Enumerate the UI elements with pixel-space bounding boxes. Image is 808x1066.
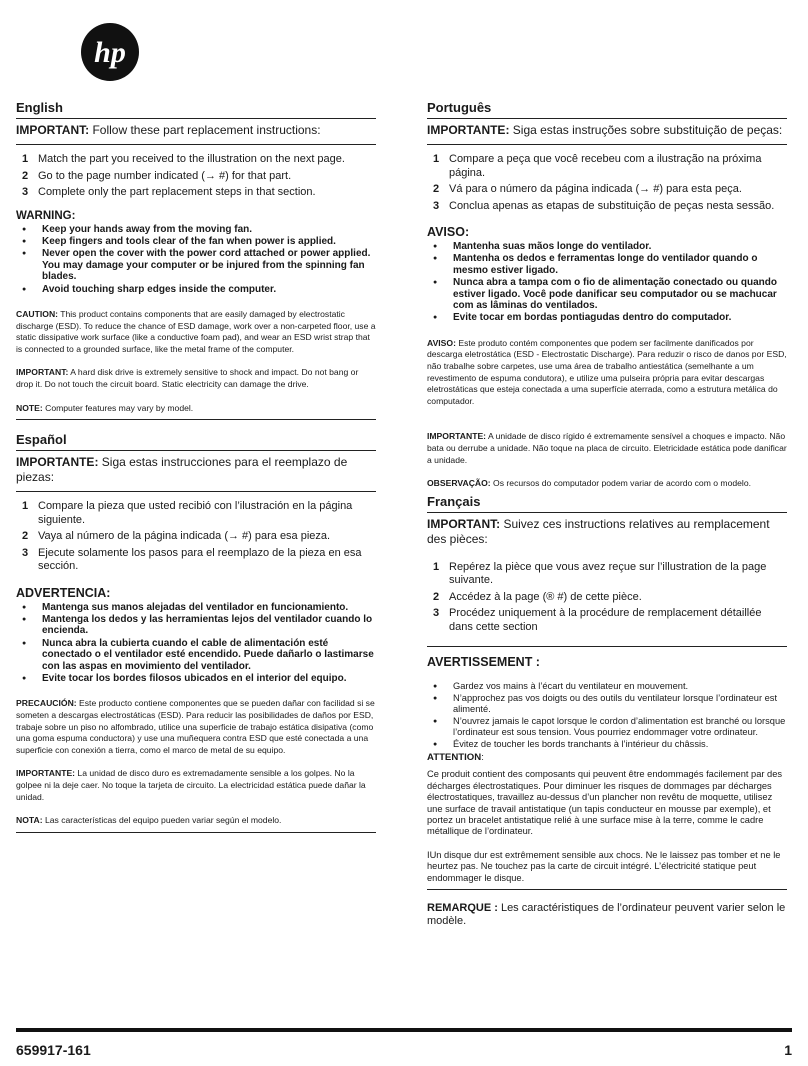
page-number: 1	[784, 1042, 792, 1058]
note-text: Las características del equipo pueden variar según el modelo.	[42, 815, 282, 826]
step-number: 1	[433, 153, 440, 165]
step-text: Complete only the part replacement steps in that section.	[38, 186, 316, 198]
warning-item: ● Evite tocar los bordes filosos ubicados en el interior del equipo.	[16, 673, 376, 684]
warning-heading: WARNING:	[16, 209, 76, 222]
important-label: IMPORTANTE:	[16, 455, 99, 470]
attention-label: ATTENTION	[427, 752, 482, 764]
step-item	[16, 547, 376, 574]
warning-item: ● Évitez de toucher les bords tranchants à l’intérieur du châssis.	[427, 739, 787, 750]
step-number: 3	[22, 546, 29, 559]
warning-item: ● Keep your hands away from the moving fan.	[16, 224, 376, 235]
step-number: 3	[433, 607, 440, 620]
step-text: Compare a peça que você recebeu com a ilustração na próxima página.	[449, 153, 762, 179]
important-label: IMPORTANTE:	[427, 431, 487, 442]
section-francais	[427, 494, 787, 929]
step-item	[427, 183, 787, 197]
step-item	[16, 153, 376, 167]
warning-item: ● Mantenha suas mãos longe do ventilador.	[427, 241, 787, 252]
important-disk-paragraph	[16, 768, 376, 803]
steps-list	[16, 500, 376, 574]
important-label: IMPORTANT:	[16, 123, 90, 137]
hp-logo-text: hp	[94, 36, 126, 69]
caution-paragraph	[16, 698, 376, 756]
important-text: La unidad de disco duro es extremadamente sensible a los golpes. No la golpee ni la deje caer. No toque la tarjeta de circuito. La electricidad estática puede dañar la unidad.	[16, 768, 366, 802]
important-disk-paragraph	[427, 850, 787, 890]
step-number: 2	[22, 169, 29, 182]
important-text: IUn disque dur est extrêmement sensible aux chocs. Ne le laissez pas tomber et ne le heurtez pas. Ne touchez pas la carte de circuit intégré. L’électricité statique peut endommager le disque.	[427, 849, 781, 883]
warning-item: ● Keep fingers and tools clear of the fan when power is applied.	[16, 236, 376, 247]
warning-item: ● Mantenha os dedos e ferramentas longe do ventilador quando o mesmo estiver ligado.	[427, 253, 787, 276]
right-column	[427, 100, 787, 941]
step-text: Vaya al número de la página indicada (→ #) para esa pieza.	[38, 530, 331, 543]
step-number: 2	[433, 590, 440, 603]
section-english	[16, 100, 376, 420]
step-number: 3	[22, 186, 29, 198]
left-column	[16, 100, 376, 845]
important-text: Siga estas instruções sobre substituição de peças:	[509, 123, 783, 137]
important-label: IMPORTANT:	[16, 367, 69, 378]
caution-label: AVISO:	[427, 337, 456, 348]
warning-item: ● N’ouvrez jamais le capot lorsque le cordon d’alimentation est branché ou lorsque l’ordinateur est sous tension. Vous pourriez endommager votre ordinateur.	[427, 716, 787, 738]
note-text: Computer features may vary by model.	[42, 402, 194, 413]
step-text: Accédez à la page (® #) de cette pièce.	[449, 590, 642, 603]
warning-list	[16, 224, 376, 295]
caution-paragraph	[427, 769, 787, 837]
note-text: Os recursos do computador podem variar de acordo com o modelo.	[490, 478, 751, 489]
section-portugues	[427, 100, 787, 490]
step-number: 1	[433, 560, 440, 573]
step-number: 2	[22, 530, 29, 543]
caution-label: PRECAUCIÓN:	[16, 698, 77, 709]
important-disk-paragraph	[16, 367, 376, 390]
caution-text: Ce produit contient des composants qui peuvent être endommagés facilement par des décharges électrostatiques. Pour diminuer les risques de dommages par décharges électrostatiques, travaillez au-dessus d’un plancher non revêtu de moquette, utilisez une surface de travail antistatique (un tapis conducteur en mousse par exemple), et portez un bracelet antistatique relié à une surface mise à la terre, comme le cadre métallique de l’ordinateur.	[427, 769, 783, 837]
footer-rule	[16, 1028, 792, 1032]
step-text: Procédez uniquement à la procédure de remplacement détaillée dans cette section	[449, 607, 762, 633]
hp-logo	[80, 22, 140, 82]
warning-heading: ADVERTENCIA:	[16, 585, 111, 600]
steps-list	[427, 153, 787, 213]
section-heading: Español	[16, 432, 376, 451]
important-text: Suivez ces instructions relatives au remplacement des pièces:	[427, 516, 770, 546]
warning-list	[16, 602, 376, 685]
steps-list	[427, 561, 787, 635]
warning-item: ● Nunca abra la cubierta cuando el cable de alimentación esté conectado o el ventilador esté encendido. Puede dañarlo o lastimarse con las aspas en movimiento del ventilador.	[16, 638, 376, 672]
warning-heading: AVERTISSEMENT :	[427, 646, 787, 669]
step-item	[16, 170, 376, 184]
section-espanol	[16, 432, 376, 833]
note-paragraph	[16, 815, 376, 833]
warning-list	[427, 241, 787, 324]
section-heading: Français	[427, 494, 787, 513]
note-label: OBSERVAÇÃO:	[427, 478, 491, 489]
section-heading: English	[16, 100, 376, 119]
important-disk-paragraph	[427, 431, 787, 466]
step-text: Compare la pieza que usted recibió con l’ilustración en la página siguiente.	[38, 500, 353, 526]
step-item	[16, 186, 376, 200]
warning-list	[427, 681, 787, 750]
step-item	[427, 607, 787, 634]
step-item	[16, 500, 376, 527]
step-number: 2	[433, 183, 440, 195]
step-text: Conclua apenas as etapas de substituição de peças nesta sessão.	[449, 199, 775, 212]
important-instruction	[427, 517, 787, 553]
step-item	[427, 591, 787, 605]
note-label: REMARQUE :	[427, 901, 498, 914]
note-label: NOTA:	[16, 815, 43, 826]
warning-item: ● Never open the cover with the power cord attached or power applied. You may damage your computer or be injured from the spinning fan blades.	[16, 248, 376, 282]
important-label: IMPORTANTE:	[16, 768, 76, 779]
warning-item: ● Mantenga los dedos y las herramientas lejos del ventilador cuando lo encienda.	[16, 614, 376, 637]
step-number: 3	[433, 199, 440, 212]
step-item	[427, 561, 787, 588]
step-text: Ejecute solamente los pasos para el reemplazo de la pieza en esa sección.	[38, 546, 362, 573]
important-instruction	[16, 455, 376, 492]
important-text: Siga estas instrucciones para el reemplazo de piezas:	[16, 455, 348, 485]
important-label: IMPORTANTE:	[427, 123, 510, 137]
note-paragraph	[16, 403, 376, 421]
caution-text: This product contains components that are easily damaged by electrostatic discharge (ESD). To reduce the chance of ESD damage, work over a non-carpeted floor, use a static dissipative work surface (like a conductive foam pad), and wear an ESD wrist strap that is connected to a grounded surface, like the metal frame of the computer.	[16, 308, 376, 354]
attention-heading	[427, 752, 787, 763]
important-text: A hard disk drive is extremely sensitive to shock and impact. Do not bang or drop it. Do not touch the circuit board. Static electricity can damage the drive.	[16, 367, 359, 389]
warning-item: ● Gardez vos mains à l’écart du ventilateur en mouvement.	[427, 681, 787, 692]
important-text: Follow these part replacement instructions:	[89, 123, 321, 137]
important-label: IMPORTANT:	[427, 516, 501, 531]
note-paragraph	[427, 902, 787, 929]
warning-item: ● Evite tocar em bordas pontiagudas dentro do computador.	[427, 312, 787, 323]
note-label: NOTE:	[16, 402, 43, 413]
step-item	[427, 153, 787, 180]
caution-paragraph	[16, 309, 376, 355]
step-text: Vá para o número da página indicada (→ #) para esta peça.	[449, 183, 742, 195]
caution-label: CAUTION:	[16, 308, 59, 319]
important-instruction	[427, 123, 787, 145]
warning-item: ● Mantenga sus manos alejadas del ventilador en funcionamiento.	[16, 602, 376, 613]
steps-list	[16, 153, 376, 200]
step-number: 1	[22, 500, 29, 513]
caution-text: Este produto contém componentes que podem ser facilmente danificados por descarga eletrostática (ESD - Electrostatic Discharge). Para reduzir o risco de danos por ESD, não trabalhe sobre carpetes, use uma área de trabalho antiestática (semelhante a um revestimento de espuma condutora), e utilize uma pulseira própria para evitar descargas eletrostáticas que esteja conectada a uma superfície aterrada, como a estrutura metálica do computador.	[427, 337, 787, 406]
part-number: 659917-161	[16, 1042, 91, 1058]
warning-item: ● N’approchez pas vos doigts ou des outils du ventilateur lorsque l’ordinateur est alimenté.	[427, 693, 787, 715]
step-text: Match the part you received to the illustration on the next page.	[38, 153, 345, 165]
section-heading: Português	[427, 100, 787, 119]
note-paragraph	[427, 478, 787, 490]
warning-heading: AVISO:	[427, 225, 470, 239]
attention-colon: :	[481, 752, 484, 764]
step-text: Go to the page number indicated (→ #) for that part.	[38, 169, 292, 182]
step-item	[427, 200, 787, 214]
important-text: A unidade de disco rígido é extremamente sensível a choques e impacto. Não bata ou derrube a unidade. Não toque na placa de circuito. Eletricidade estática pode danificar a unidade.	[427, 431, 787, 465]
step-number: 1	[22, 153, 29, 165]
important-instruction	[16, 123, 376, 145]
step-text: Repérez la pièce que vous avez reçue sur l’illustration de la page suivante.	[449, 560, 767, 587]
caution-text: Este producto contiene componentes que se pueden dañar con facilidad si se someten a descargas electrostáticas (ESD). Para reducir las posibilidades de daños por ESD, trabaje sobre un piso no alfombrado, utilice una superficie de trabajo estática disipativa (como una goma espuma conductora) y use una muñequera contra ESD que esté conectada a una superficie con conexión a tierra, como el marco de metal de su equipo.	[16, 698, 375, 755]
note-text: Les caractéristiques de l’ordinateur peuvent varier selon le modèle.	[427, 901, 786, 928]
warning-item: ● Nunca abra a tampa com o fio de alimentação conectado ou quando estiver ligado. Você pode danificar seu computador ou se machucar com as lâminas do ventilados.	[427, 277, 787, 311]
warning-item: ● Avoid touching sharp edges inside the computer.	[16, 284, 376, 295]
step-item	[16, 530, 376, 544]
caution-paragraph	[427, 338, 787, 408]
